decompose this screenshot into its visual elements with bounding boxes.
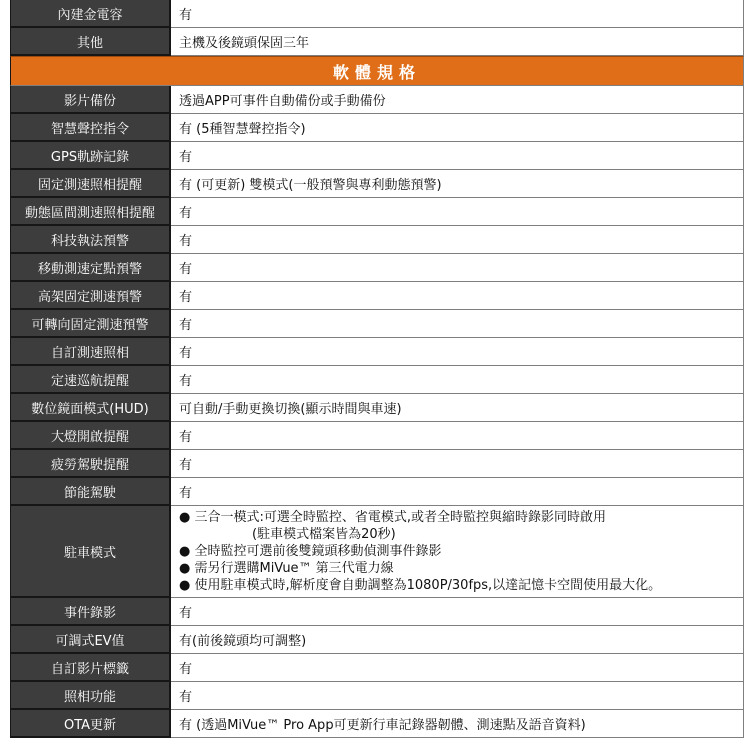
parking-mode-line: ● 三合一模式:可選全時監控、省電模式,或者全時監控與縮時錄影同時啟用 — [179, 510, 606, 525]
spec-row — [10, 478, 744, 506]
row-value: 有 — [171, 0, 744, 28]
row-value: 有 (5種智慧聲控指令) — [171, 114, 744, 142]
spec-row — [10, 254, 744, 282]
row-value: 有 — [171, 654, 744, 682]
row-value: 有 — [171, 478, 744, 506]
row-value — [171, 506, 744, 598]
row-label: 影片備份 — [10, 86, 171, 114]
spec-row — [10, 282, 744, 310]
row-value: 有 — [171, 366, 744, 394]
row-value: 可自動/手動更換切換(顯示時間與車速) — [171, 394, 744, 422]
row-label: 移動測速定點預警 — [10, 254, 171, 282]
spec-row — [10, 338, 744, 366]
spec-row — [10, 28, 744, 56]
row-label: 其他 — [10, 28, 171, 56]
spec-row — [10, 86, 744, 114]
row-label: 內建金電容 — [10, 0, 171, 28]
spec-row — [10, 114, 744, 142]
row-value: 有 — [171, 450, 744, 478]
row-value: 有 — [171, 142, 744, 170]
row-label: 智慧聲控指令 — [10, 114, 171, 142]
spec-row — [10, 626, 744, 654]
row-label: 固定測速照相提醒 — [10, 170, 171, 198]
row-value: 有 (可更新) 雙模式(一般預警與專利動態預警) — [171, 170, 744, 198]
row-label: GPS軌跡記錄 — [10, 142, 171, 170]
row-value: 有 — [171, 682, 744, 710]
row-label: 可轉向固定測速預警 — [10, 310, 171, 338]
parking-mode-line: ● 使用駐車模式時,解析度會自動調整為1080P/30fps,以達記憶卡空間使用最大化。 — [179, 578, 662, 593]
row-label: 可調式EV值 — [10, 626, 171, 654]
spec-row — [10, 422, 744, 450]
row-label: 大燈開啟提醒 — [10, 422, 171, 450]
row-value: 有 — [171, 198, 744, 226]
spec-row — [10, 310, 744, 338]
row-value: 有 — [171, 282, 744, 310]
parking-mode-line: ● 需另行選購MiVue™ 第三代電力線 — [179, 561, 394, 576]
spec-row — [10, 142, 744, 170]
spec-row — [10, 450, 744, 478]
row-value: 有 — [171, 310, 744, 338]
spec-table — [10, 0, 744, 738]
parking-mode-line: (駐車模式檔案皆為20秒) — [252, 527, 396, 542]
row-label: 疲勞駕駛提醒 — [10, 450, 171, 478]
spec-row — [10, 654, 744, 682]
row-value: 有 — [171, 598, 744, 626]
spec-row — [10, 0, 744, 28]
row-label: 自訂影片標籤 — [10, 654, 171, 682]
row-label: 自訂測速照相 — [10, 338, 171, 366]
row-label: 事件錄影 — [10, 598, 171, 626]
row-value: 透過APP可事件自動備份或手動備份 — [171, 86, 744, 114]
spec-row-parking-mode — [10, 506, 744, 598]
row-label: 定速巡航提醒 — [10, 366, 171, 394]
row-label: 數位鏡面模式(HUD) — [10, 394, 171, 422]
row-value: 有(前後鏡頭均可調整) — [171, 626, 744, 654]
section-header-row — [10, 56, 744, 86]
spec-row — [10, 226, 744, 254]
row-value: 有 — [171, 338, 744, 366]
row-value: 主機及後鏡頭保固三年 — [171, 28, 744, 56]
spec-row — [10, 394, 744, 422]
spec-row — [10, 710, 744, 738]
row-value: 有 — [171, 254, 744, 282]
row-label: 節能駕駛 — [10, 478, 171, 506]
row-value: 有 — [171, 226, 744, 254]
spec-row — [10, 682, 744, 710]
row-label: 照相功能 — [10, 682, 171, 710]
row-label: OTA更新 — [10, 710, 171, 738]
row-label: 動態區間測速照相提醒 — [10, 198, 171, 226]
spec-row — [10, 198, 744, 226]
spec-row — [10, 170, 744, 198]
row-label: 科技執法預警 — [10, 226, 171, 254]
spec-row — [10, 598, 744, 626]
parking-mode-line: ● 全時監控可選前後雙鏡頭移動偵測事件錄影 — [179, 544, 442, 559]
section-header-software: 軟體規格 — [10, 56, 744, 86]
row-value: 有 (透過MiVue™ Pro App可更新行車記錄器韌體、測速點及語音資料) — [171, 710, 744, 738]
row-label: 駐車模式 — [10, 506, 171, 598]
row-value: 有 — [171, 422, 744, 450]
spec-row — [10, 366, 744, 394]
row-label: 高架固定測速預警 — [10, 282, 171, 310]
